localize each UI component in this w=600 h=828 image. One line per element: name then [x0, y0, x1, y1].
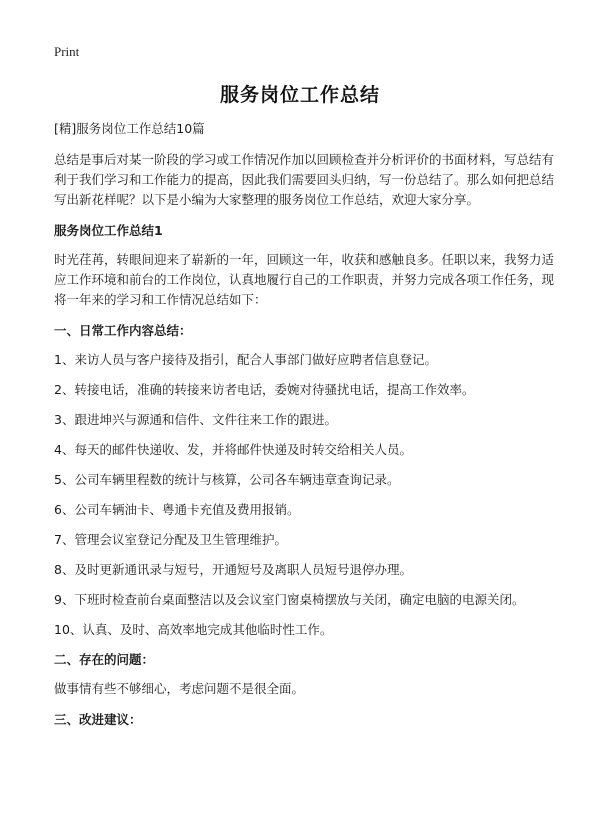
- list-item: 8、及时更新通讯录与短号，开通短号及离职人员短号退停办理。: [54, 562, 412, 577]
- document-subtitle: [精]服务岗位工作总结10篇: [54, 121, 205, 136]
- list-item: 7、管理会议室登记分配及卫生管理维护。: [54, 532, 287, 547]
- section-heading: 服务岗位工作总结1: [54, 223, 163, 238]
- document-body: [54, 119, 554, 739]
- document-title: 服务岗位工作总结: [219, 84, 380, 106]
- suggestions-heading: 三、改进建议：: [54, 712, 142, 727]
- intro-paragraph: 总结是事后对某一阶段的学习或工作情况作加以回顾检查并分析评价的书面材料，写总结有利于我们学习和工作能力的提高，因此我们需要回头归纳，写一份总结了。那么如何把总结写出新花样呢？以下是小编为大家整理的服务岗位工作总结，欢迎大家分享。: [54, 152, 555, 207]
- list-item: 5、公司车辆里程数的统计与核算，公司各车辆违章查询记录。: [54, 472, 400, 487]
- daily-work-list: [54, 350, 554, 640]
- problems-text: 做事情有些不够细心，考虑问题不是很全面。: [54, 681, 305, 696]
- list-item: 10、认真、及时、高效率地完成其他临时性工作。: [54, 622, 333, 637]
- list-item: 9、下班时检查前台桌面整洁以及会议室门窗桌椅摆放与关闭，确定电脑的电源关闭。: [54, 592, 525, 607]
- list-item: 4、每天的邮件快递收、发，并将邮件快递及时转交给相关人员。: [54, 442, 412, 457]
- list-item: 6、公司车辆油卡、粤通卡充值及费用报销。: [54, 502, 300, 517]
- list-item: 1、来访人员与客户接待及指引，配合人事部门做好应聘者信息登记。: [54, 352, 437, 367]
- section-paragraph: 时光荏苒，转眼间迎来了崭新的一年，回顾这一年，收获和感触良多。任职以来，我努力适应工作环境和前台的工作岗位，认真地履行自己的工作职责，并努力完成各项工作任务，现将一年来的学习和工作情况总结如下：: [54, 252, 555, 307]
- problems-heading: 二、存在的问题：: [54, 652, 155, 667]
- list-item: 3、跟进坤兴与源通和信件、文件往来工作的跟进。: [54, 412, 337, 427]
- list-item: 2、转接电话，准确的转接来访者电话，委婉对待骚扰电话，提高工作效率。: [54, 382, 475, 397]
- print-label: Print: [54, 44, 80, 59]
- daily-work-heading: 一、日常工作内容总结：: [54, 323, 192, 338]
